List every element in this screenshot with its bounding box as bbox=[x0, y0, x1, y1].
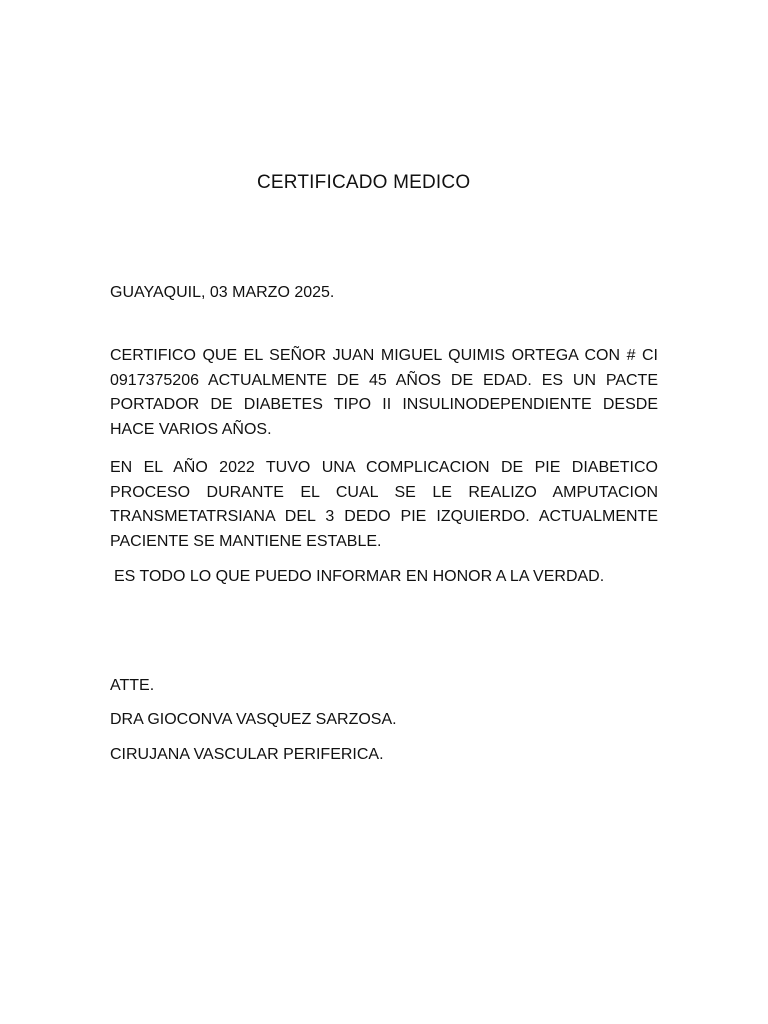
certification-paragraph: CERTIFICO QUE EL SEÑOR JUAN MIGUEL QUIMIS ORTEGA CON # CI 0917375206 ACTUALMENTE DE 45 AÑOS DE EDAD. ES UN PACTE PORTADOR DE DIABETES TIPO II INSULINODEPENDIENTE DESDE HACE VARIOS AÑOS. bbox=[110, 347, 658, 438]
signature-name: DRA GIOCONVA VASQUEZ SARZOSA. bbox=[110, 711, 397, 728]
date-line: GUAYAQUIL, 03 MARZO 2025. bbox=[110, 284, 335, 301]
medical-history-paragraph: EN EL AÑO 2022 TUVO UNA COMPLICACION DE PIE DIABETICO PROCESO DURANTE EL CUAL SE LE REALIZO AMPUTACION TRANSMETATRSIANA DEL 3 DEDO PIE IZQUIERDO. ACTUALMENTE PACIENTE SE MANTIENE ESTABLE. bbox=[110, 459, 658, 550]
signature-specialty: CIRUJANA VASCULAR PERIFERICA. bbox=[110, 746, 384, 763]
signature-salutation: ATTE. bbox=[110, 677, 155, 694]
document-title: CERTIFICADO MEDICO bbox=[257, 172, 471, 193]
closing-statement: ES TODO LO QUE PUEDO INFORMAR EN HONOR A LA VERDAD. bbox=[114, 568, 605, 585]
